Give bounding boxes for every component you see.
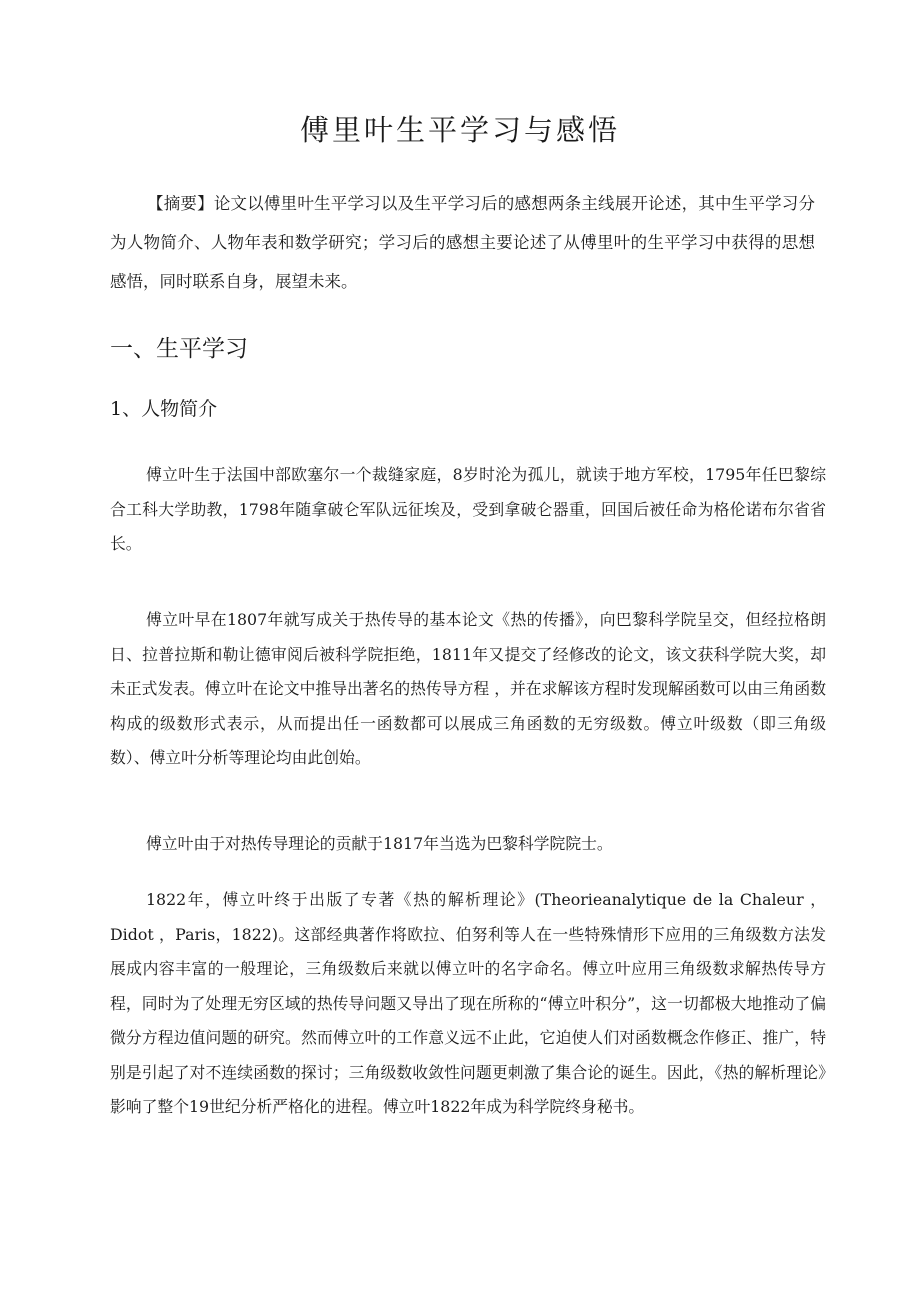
body-paragraph-4: 1822年，傅立叶终于出版了专著《热的解析理论》(Theorieanalytique de la Chaleur ，Didot ，Paris，1822)。这部经典著作将欧拉、伯努利等人在一些特殊情形下应用的三角级数方法发展成内容丰富的一般理论，三角级数后来就以傅立叶的名字命名。傅立叶应用三角级数求解热传导方程，同时为了处理无穷区域的热传导问题又导出了现在所称的“傅立叶积分”，这一切都极大地推动了偏微分方程边值问题的研究。然而傅立叶的工作意义远不止此，它迫使人们对函数概念作修正、推广，特别是引起了对不连续函数的探讨；三角级数收敛性问题更刺激了集合论的诞生。因此，《热的解析理论》影响了整个19世纪分析严格化的进程。傅立叶1822年成为科学院终身秘书。	[110, 890, 826, 1116]
section-heading: 一、生平学习	[110, 336, 248, 362]
document-title: 傅里叶生平学习与感悟	[299, 113, 620, 147]
subsection-heading: 1、人物简介	[110, 398, 218, 420]
body-paragraph-3: 傅立叶由于对热传导理论的贡献于1817年当选为巴黎科学院院士。	[146, 834, 613, 853]
body-paragraph-1: 傅立叶生于法国中部欧塞尔一个裁缝家庭，8岁时沦为孤儿，就读于地方军校，1795年任巴黎综合工科大学助教，1798年随拿破仑军队远征埃及，受到拿破仑器重，回国后被任命为格伦诺布尔省省长。	[110, 465, 826, 553]
body-paragraph-2: 傅立叶早在1807年就写成关于热传导的基本论文《热的传播》，向巴黎科学院呈交，但经拉格朗日、拉普拉斯和勒让德审阅后被科学院拒绝，1811年又提交了经修改的论文，该文获科学院大奖，却未正式发表。傅立叶在论文中推导出著名的热传导方程 ，并在求解该方程时发现解函数可以由三角函数构成的级数形式表示，从而提出任一函数都可以展成三角函数的无穷级数。傅立叶级数（即三角级数）、傅立叶分析等理论均由此创始。	[110, 610, 826, 767]
abstract-paragraph: 【摘要】论文以傅里叶生平学习以及生平学习后的感想两条主线展开论述，其中生平学习分为人物简介、人物年表和数学研究；学习后的感想主要论述了从傅里叶的生平学习中获得的思想感悟，同时联系自身，展望未来。	[110, 194, 815, 291]
